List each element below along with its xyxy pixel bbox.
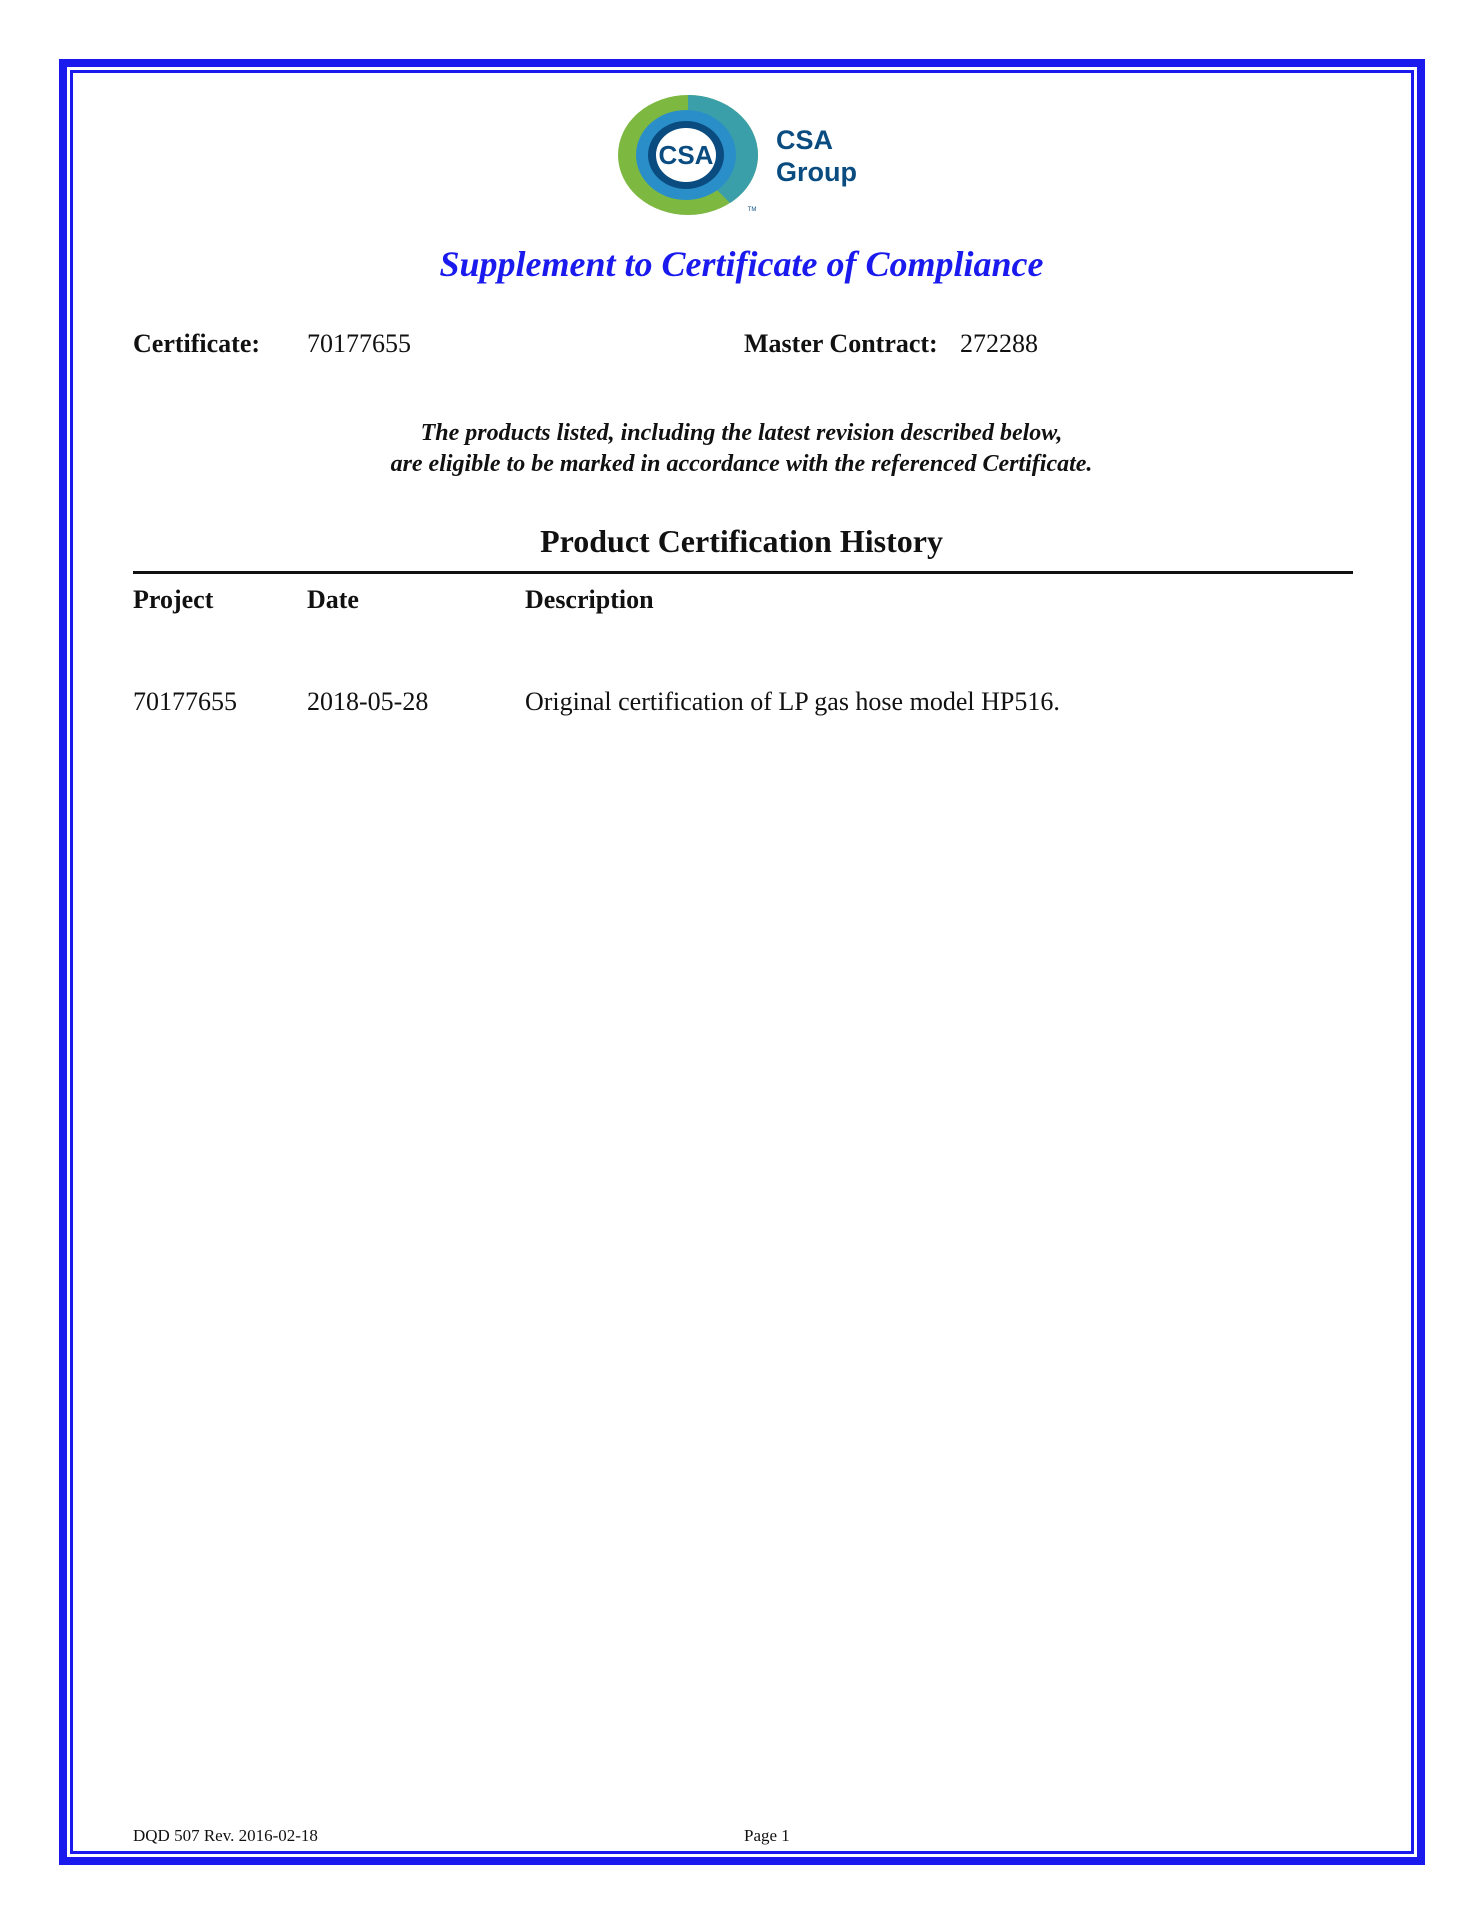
cell-date: 2018-05-28 <box>307 687 429 716</box>
master-contract-value: 272288 <box>960 329 1038 358</box>
cell-description: Original certification of LP gas hose model HP516. <box>525 687 1060 716</box>
history-divider <box>133 571 1353 574</box>
csa-group-logo <box>610 87 875 224</box>
emblem-text: CSA <box>658 140 714 170</box>
column-header-date: Date <box>307 585 359 614</box>
history-title: Product Certification History <box>540 523 943 559</box>
footer-form-id: DQD 507 Rev. 2016-02-18 <box>133 1826 318 1845</box>
trademark-mark: TM <box>747 207 757 213</box>
document-title: Supplement to Certificate of Compliance <box>439 244 1044 284</box>
brand-line2: Group <box>776 157 857 187</box>
footer-page-number: Page 1 <box>744 1826 790 1845</box>
column-header-description: Description <box>525 585 654 614</box>
notice-line-1: The products listed, including the latest revision described below, <box>420 420 1063 446</box>
master-contract-label: Master Contract: <box>744 329 938 358</box>
notice-line-2: are eligible to be marked in accordance with the referenced Certificate. <box>390 451 1093 477</box>
csa-emblem-icon <box>610 87 770 224</box>
cell-project: 70177655 <box>133 687 237 716</box>
certificate-value: 70177655 <box>307 329 411 358</box>
certificate-label: Certificate: <box>133 329 261 358</box>
column-header-project: Project <box>133 585 214 614</box>
brand-line1: CSA <box>776 125 834 155</box>
page-border-inner <box>70 70 1414 1854</box>
